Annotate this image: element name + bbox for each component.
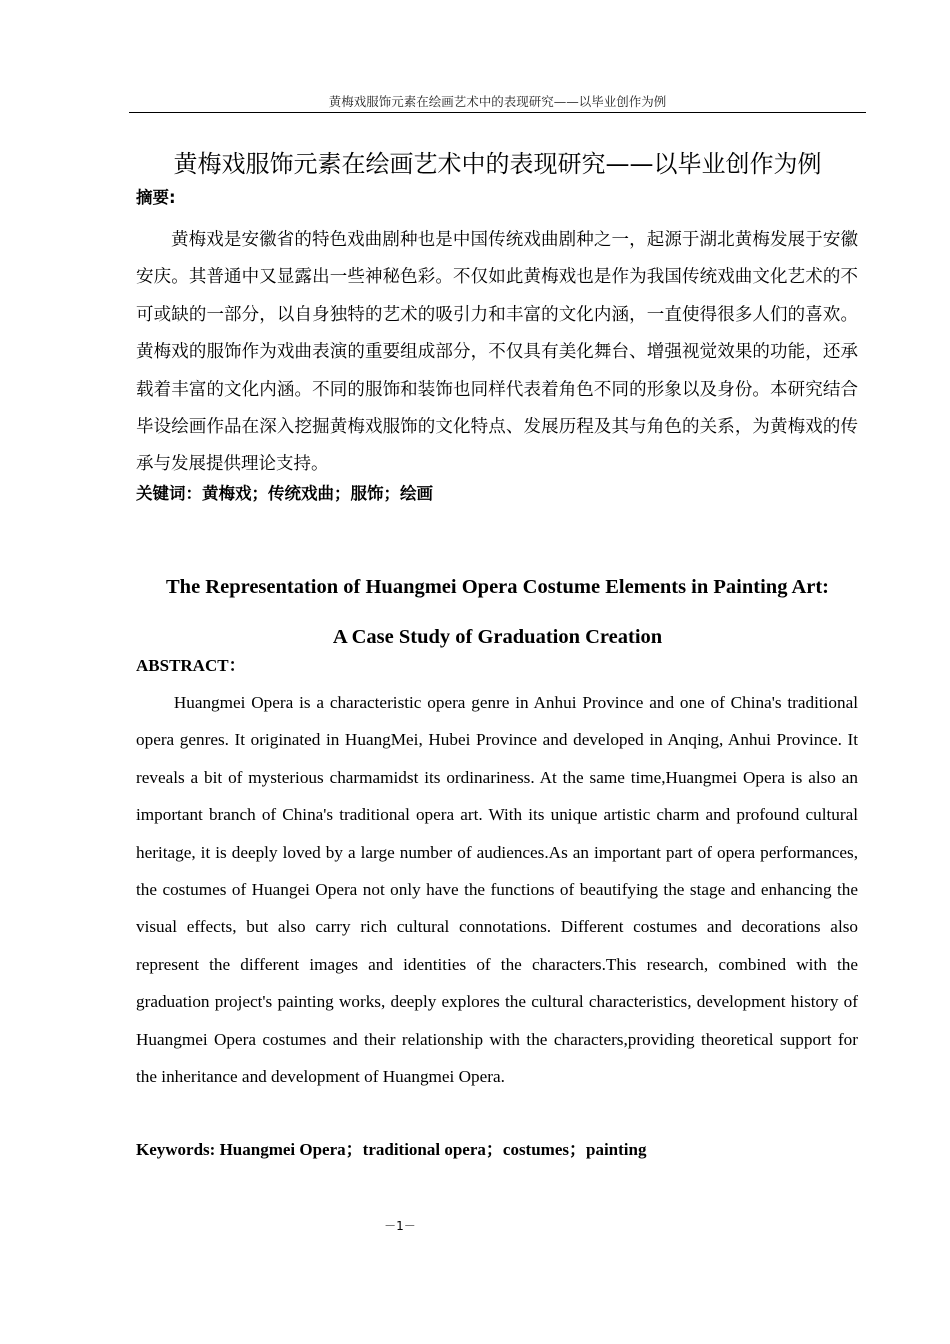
running-header: 黄梅戏服饰元素在绘画艺术中的表现研究——以毕业创作为例 (328, 94, 667, 109)
chinese-title: 黄梅戏服饰元素在绘画艺术中的表现研究——以毕业创作为例 (173, 150, 822, 178)
header-rule (129, 112, 866, 113)
english-abstract-heading: ABSTRACT： (136, 656, 246, 675)
english-abstract-body: Huangmei Opera is a characteristic opera genre in Anhui Province and one of China's traditional opera genres. It originated in HuangMei, Hubei Province and developed in Anqing, Anhui Province. It reveals a bit of mysterious charmamidst its ordinariness. At the same time,Huangmei Opera is also an important branch of China's traditional opera art. With its unique artistic charm and profound cultural heritage, it is deeply loved by a large number of audiences.As an important part of opera performances, the costumes of Huangei Opera not only have the functions of beautifying the stage and enhancing the visual effects, but also carry rich cultural connotations. Different costumes and decorations also represent the different images and identities of the characters.This research, combined with the graduation project's painting works, deeply explores the cultural characteristics, development history of Huangmei Opera costumes and their relationship with the characters,providing theoretical support for the inheritance and development of Huangmei Opera. (136, 693, 858, 1087)
english-title-line-2: A Case Study of Graduation Creation (332, 626, 663, 648)
chinese-keywords: 关键词：黄梅戏；传统戏曲；服饰；绘画 (136, 484, 433, 503)
english-title (129, 562, 866, 662)
page-number: －1－ (384, 1219, 416, 1233)
english-keywords: Keywords: Huangmei Opera；traditional opera；costumes；painting (136, 1140, 647, 1159)
english-title-line-1: The Representation of Huangmei Opera Costume Elements in Painting Art: (166, 576, 829, 598)
chinese-abstract-body: 黄梅戏是安徽省的特色戏曲剧种也是中国传统戏曲剧种之一，起源于湖北黄梅发展于安徽安庆。其普通中又显露出一些神秘色彩。不仅如此黄梅戏也是作为我国传统戏曲文化艺术的不可或缺的一部分，以自身独特的艺术的吸引力和丰富的文化内涵，一直使得很多人们的喜欢。黄梅戏的服饰作为戏曲表演的重要组成部分，不仅具有美化舞台、增强视觉效果的功能，还承载着丰富的文化内涵。不同的服饰和装饰也同样代表着角色不同的形象以及身份。本研究结合毕设绘画作品在深入挖掘黄梅戏服饰的文化特点、发展历程及其与角色的关系，为黄梅戏的传承与发展提供理论支持。 (136, 230, 858, 475)
chinese-abstract-heading: 摘要: (136, 188, 176, 207)
